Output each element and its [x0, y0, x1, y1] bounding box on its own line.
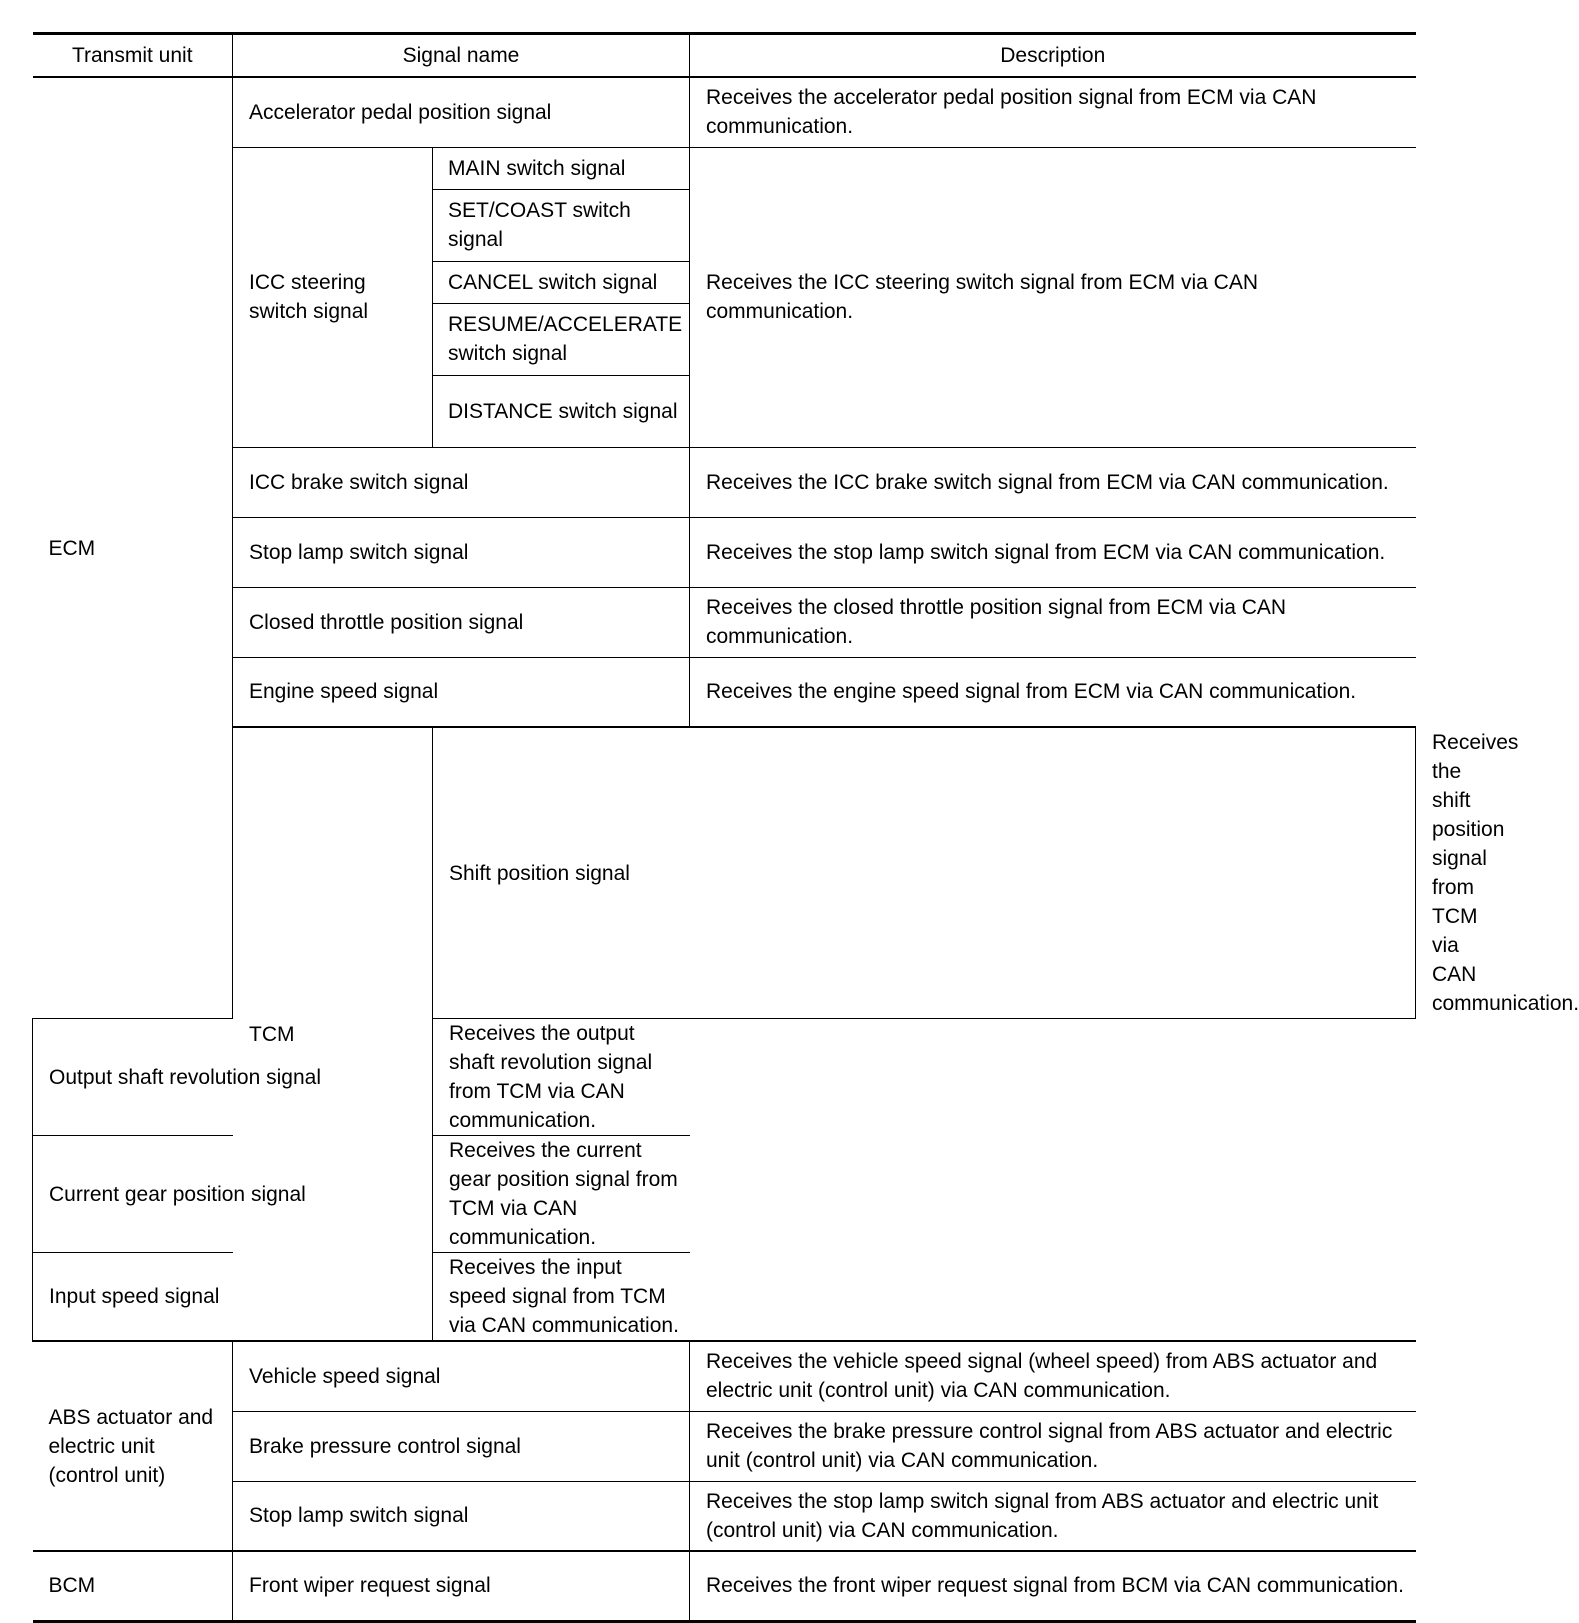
sub-signal: MAIN switch signal: [433, 147, 690, 189]
signal-name: Output shaft revolution signal: [33, 1019, 433, 1136]
signal-name: Stop lamp switch signal: [233, 517, 690, 587]
signal-description: Receives the output shaft revolution signal from TCM via CAN communication.: [433, 1019, 690, 1136]
sub-signal: RESUME/ACCELERATE switch signal: [433, 303, 690, 375]
signal-description: Receives the stop lamp switch signal from ABS actuator and electric unit (control unit) via CAN communication.: [690, 1481, 1416, 1551]
signal-name: Engine speed signal: [233, 657, 690, 727]
signal-name: Front wiper request signal: [233, 1551, 690, 1621]
table-row: [33, 1411, 1416, 1481]
transmit-unit-abs: ABS actuator and electric unit (control unit): [33, 1341, 233, 1551]
signal-name: Accelerator pedal position signal: [233, 77, 690, 147]
table-row: [33, 1481, 1416, 1551]
signal-description: Receives the ICC brake switch signal from ECM via CAN communication.: [690, 447, 1416, 517]
table-row: [33, 1136, 1416, 1253]
signal-name: Current gear position signal: [33, 1136, 433, 1253]
signal-name: Vehicle speed signal: [233, 1341, 690, 1411]
table-row: [33, 1019, 1416, 1136]
signal-description: Receives the input speed signal from TCM via CAN communication.: [433, 1253, 690, 1342]
signal-name: Input speed signal: [33, 1253, 433, 1342]
transmit-unit-bcm: BCM: [33, 1551, 233, 1621]
signal-name: Brake pressure control signal: [233, 1411, 690, 1481]
signal-name: ICC brake switch signal: [233, 447, 690, 517]
table-row: TCM Shift position signal Receives the shift position signal from TCM via CAN communication.: [33, 727, 1416, 1019]
table-row: [33, 1341, 1416, 1411]
signal-name: Closed throttle position signal: [233, 587, 690, 657]
table-row: [33, 1253, 1416, 1342]
table-row: [33, 517, 1416, 587]
table-row: [33, 1551, 1416, 1621]
table-row: [33, 147, 1416, 189]
signal-description: Receives the accelerator pedal position signal from ECM via CAN communication.: [690, 77, 1416, 147]
signal-description: Receives the vehicle speed signal (wheel speed) from ABS actuator and electric unit (control unit) via CAN communication.: [690, 1341, 1416, 1411]
sub-signal: SET/COAST switch signal: [433, 189, 690, 261]
signal-description: Receives the stop lamp switch signal from ECM via CAN communication.: [690, 517, 1416, 587]
header-description: Description: [690, 34, 1416, 78]
transmit-unit-tcm: TCM: [233, 727, 433, 1341]
signal-name: Stop lamp switch signal: [233, 1481, 690, 1551]
table-row: [33, 587, 1416, 657]
signal-description: Receives the current gear position signal from TCM via CAN communication.: [433, 1136, 690, 1253]
sub-signal: CANCEL switch signal: [433, 261, 690, 303]
signal-name: Shift position signal: [433, 727, 1416, 1019]
header-transmit-unit: Transmit unit: [33, 34, 233, 78]
header-signal-name: Signal name: [233, 34, 690, 78]
signal-description: Receives the brake pressure control signal from ABS actuator and electric unit (control unit) via CAN communication.: [690, 1411, 1416, 1481]
signal-description-icc-steering: Receives the ICC steering switch signal from ECM via CAN communication.: [690, 147, 1416, 447]
can-signal-table: [32, 32, 1579, 1623]
signal-description: Receives the closed throttle position signal from ECM via CAN communication.: [690, 587, 1416, 657]
signal-name-icc-steering: ICC steering switch signal: [233, 147, 433, 447]
table-row: [33, 77, 1416, 147]
header-row: [33, 34, 1416, 78]
sub-signal: DISTANCE switch signal: [433, 375, 690, 447]
signal-description: Receives the engine speed signal from ECM via CAN communication.: [690, 657, 1416, 727]
transmit-unit-ecm: ECM: [33, 77, 233, 1019]
page: [32, 32, 1579, 1623]
table-row: [33, 657, 1416, 727]
table-row: [33, 447, 1416, 517]
signal-description: Receives the front wiper request signal from BCM via CAN communication.: [690, 1551, 1416, 1621]
